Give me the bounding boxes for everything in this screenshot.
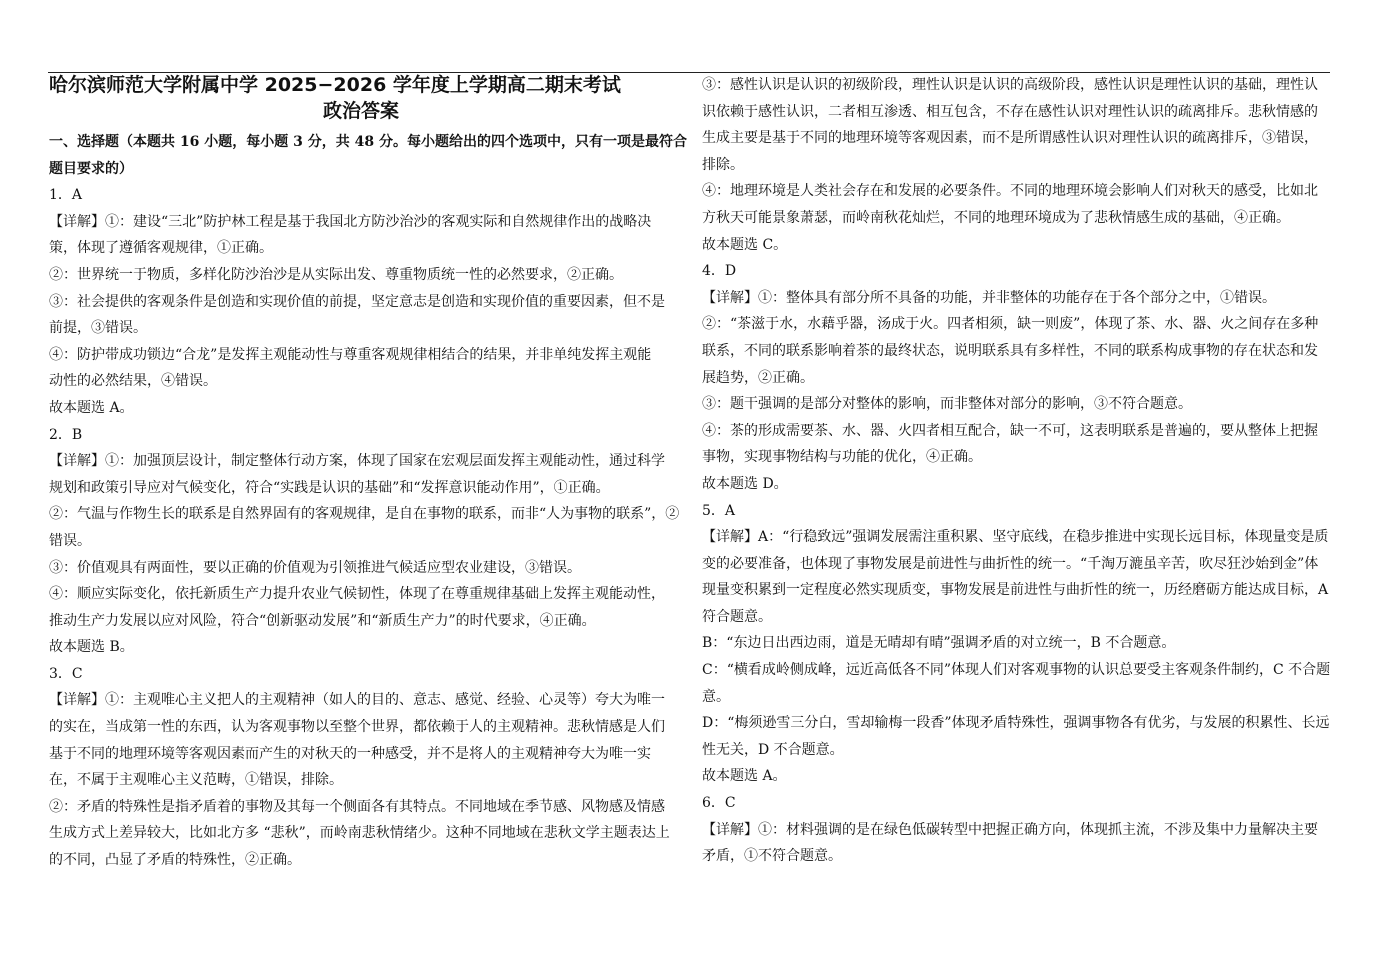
right-text-line: 方秋天可能景象萧瑟，而岭南秋花灿烂，不同的地理环境成为了悲秋情感生成的基础，④正确。 [702, 209, 1290, 226]
left-text-line: 故本题选 A。 [49, 399, 134, 416]
document-title: 哈尔滨师范大学附属中学 2025−2026 学年度上学期高二期末考试 [49, 74, 621, 96]
left-answer-lines [49, 182, 680, 873]
right-text-line: 符合题意。 [702, 608, 772, 625]
right-text-line: ③：感性认识是认识的初级阶段，理性认识是认识的高级阶段，感性认识是理性认识的基础，理性认 [702, 77, 1318, 93]
left-text-line: 策，体现了遵循客观规律，①正确。 [49, 240, 273, 257]
left-text-line: ④：防护带成功锁边“合龙”是发挥主观能动性与尊重客观规律相结合的结果，并非单纯发挥主观能 [49, 346, 652, 363]
right-text-line: ④：茶的形成需要茶、水、器、火四者相互配合，缺一不可，这表明联系是普遍的，要从整体上把握 [702, 422, 1318, 439]
left-text-line: ②：矛盾的特殊性是指矛盾着的事物及其每一个侧面各有其特点。不同地域在季节感、风物感及情感 [49, 798, 665, 815]
left-text-line: 1．A [49, 187, 83, 204]
right-text-line: 4．D [702, 263, 737, 280]
left-text-line: 动性的必然结果，④错误。 [49, 373, 217, 390]
right-text-line: 故本题选 C。 [702, 236, 788, 253]
right-text-line: 识依赖于感性认识，二者相互渗透、相互包含，不存在感性认识对理性认识的疏离排斥。悲秋情感的 [702, 103, 1318, 120]
right-text-line: 故本题选 A。 [702, 768, 787, 785]
right-text-line: C：“横看成岭侧成峰，远近高低各不同”体现人们对客观事物的认识总要受主客观条件制约，C 不合题 [702, 662, 1331, 679]
document-subtitle: 政治答案 [323, 100, 400, 122]
right-text-line: 意。 [702, 688, 730, 705]
right-answer-lines [702, 72, 1330, 870]
left-text-line: 的不同，凸显了矛盾的特殊性，②正确。 [49, 852, 301, 869]
left-text-line: 生成方式上差异较大，比如北方多 “悲秋”，而岭南悲秋情绪少。这种不同地域在悲秋文学主题表达上 [49, 825, 670, 842]
right-text-line: B：“东边日出西边雨，道是无晴却有晴”强调矛盾的对立统一，B 不合题意。 [702, 635, 1176, 652]
right-text-line: 变的必要准备，也体现了事物发展是前进性与曲折性的统一。“千淘万漉虽辛苦，吹尽狂沙始到金”体 [702, 555, 1319, 572]
left-text-line: ②：世界统一于物质，多样化防沙治沙是从实际出发、尊重物质统一性的必然要求，②正确。 [49, 266, 623, 283]
right-text-line: D：“梅须逊雪三分白，雪却输梅一段香”体现矛盾特殊性，强调事物各有优劣，与发展的积累性、长远 [702, 715, 1330, 732]
right-text-line: ③：题干强调的是部分对整体的影响，而非整体对部分的影响，③不符合题意。 [702, 396, 1192, 413]
right-text-line: 事物，实现事物结构与功能的优化，④正确。 [702, 449, 982, 466]
left-text-line: 故本题选 B。 [49, 639, 134, 656]
section-heading: 一、选择题（本题共 16 小题，每小题 3 分，共 48 分。每小题给出的四个选项中，只有一项是最符合 [49, 134, 687, 150]
right-text-line: 故本题选 D。 [702, 475, 788, 492]
left-text-line: 【详解】①：建设“三北”防护林工程是基于我国北方防沙治沙的客观实际和自然规律作出的战略决 [49, 213, 652, 230]
left-text-line: 【详解】①：加强顶层设计，制定整体行动方案，体现了国家在宏观层面发挥主观能动性，通过科学 [49, 453, 665, 470]
right-text-line: 性无关，D 不合题意。 [702, 741, 844, 758]
right-text-line: 现量变积累到一定程度必然实现质变，事物发展是前进性与曲折性的统一，历经磨砺方能达成目标，A [702, 582, 1329, 599]
right-text-line: 6．C [702, 795, 736, 812]
right-text-line: ②：“茶滋于水，水藉乎器，汤成于火。四者相须，缺一则废”，体现了茶、水、器、火之间存在多种 [702, 316, 1319, 333]
right-text-line: 矛盾，①不符合题意。 [702, 848, 842, 865]
left-text-line: 错误。 [49, 532, 91, 549]
left-text-line: ③：社会提供的客观条件是创造和实现价值的前提，坚定意志是创造和实现价值的重要因素，但不是 [49, 293, 665, 310]
right-text-line: 5．A [702, 502, 736, 519]
right-text-line: 【详解】A：“行稳致远”强调发展需注重积累、坚守底线，在稳步推进中实现长远目标，体现量变是质 [702, 529, 1329, 546]
left-text-line: 3．C [49, 665, 83, 682]
left-column [49, 72, 687, 874]
left-text-line: 前提，③错误。 [49, 320, 147, 337]
right-text-line: 联系，不同的联系影响着茶的最终状态，说明联系具有多样性，不同的联系构成事物的存在状态和发 [702, 342, 1318, 359]
left-text-line: 的实在，当成第一性的东西，认为客观事物以至整个世界，都依赖于人的主观精神。悲秋情感是人们 [49, 719, 665, 736]
left-text-line: ②：气温与作物生长的联系是自然界固有的客观规律，是自在事物的联系，而非“人为事物的联系”，② [49, 506, 680, 523]
right-text-line: 排除。 [702, 156, 744, 173]
left-text-line: 基于不同的地理环境等客观因素而产生的对秋天的一种感受，并不是将人的主观精神夸大为唯一实 [49, 745, 651, 762]
left-text-line: 【详解】①：主观唯心主义把人的主观精神（如人的目的、意志、感觉、经验、心灵等）夸大为唯一 [49, 692, 665, 709]
left-text-line: 规划和政策引导应对气候变化，符合“实践是认识的基础”和“发挥意识能动作用”，①正确。 [49, 479, 610, 496]
left-text-line: ④：顺应实际变化，依托新质生产力提升农业气候韧性，体现了在尊重规律基础上发挥主观能动性， [49, 586, 665, 603]
section-heading-cont: 题目要求的） [49, 160, 133, 177]
right-text-line: 【详解】①：整体具有部分所不具备的功能，并非整体的功能存在于各个部分之中，①错误。 [702, 289, 1276, 306]
right-text-line: 【详解】①：材料强调的是在绿色低碳转型中把握正确方向，体现抓主流，不涉及集中力量解决主要 [702, 821, 1318, 838]
left-text-line: ③：价值观具有两面性，要以正确的价值观为引领推进气候适应型农业建设，③错误。 [49, 559, 581, 576]
right-text-line: 生成主要是基于不同的地理环境等客观因素，而不是所谓感性认识对理性认识的疏离排斥，③错误， [702, 130, 1318, 147]
right-text-line: 展趋势，②正确。 [702, 369, 814, 386]
right-column [702, 72, 1330, 870]
left-text-line: 在，不属于主观唯心主义范畴，①错误，排除。 [49, 772, 343, 789]
left-text-line: 推动生产力发展以应对风险，符合“创新驱动发展”和“新质生产力”的时代要求，④正确。 [49, 612, 596, 629]
right-text-line: ④：地理环境是人类社会存在和发展的必要条件。不同的地理环境会影响人们对秋天的感受，比如北 [702, 183, 1318, 200]
left-text-line: 2．B [49, 426, 83, 443]
